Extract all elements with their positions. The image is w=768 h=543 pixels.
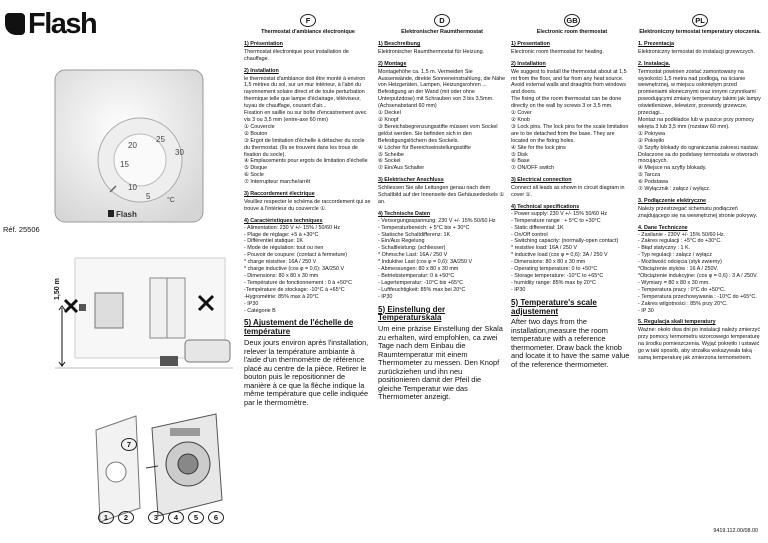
logo-mark-icon	[5, 13, 25, 35]
list-item: - Static differential: 1K	[511, 224, 564, 231]
section-body: Ważne: około dwa dni po instalacji należy zmierzyć przy pomocy termometru wzorcowego temperaturę na środku pomieszczenia. Wyjąć pokrętło i ustawić go w taki sposób, aby strzałka wskazywała taką samą temperaturę jak zmierzona termometrem.	[638, 327, 761, 361]
section-heading: 3) Electrical connection	[511, 177, 572, 184]
column-d	[378, 14, 506, 402]
section-body: Montagehöhe ca. 1,5 m. Vermeiden Sie Aussenwände, direkte Sonneneinstrahlung, die Nähe von Heizgeräten, Lampen, Heizungsrohren ... Befestigung an der Wand (mit oder ohne Unterputzdose) mit Schrauben von 3 bis 3,5mm. (Achsenabstand 60 mm)	[378, 68, 506, 110]
section-heading: 4) Caractéristiques techniques	[244, 217, 323, 224]
section-body: Należy przestrzegać schematu podłączeń znajdującego się na wewnętrznej stronie pokrywy.	[638, 205, 758, 219]
list-item: ⑥ Socle	[244, 172, 264, 179]
list-item: -Température de stockage: -10°C à +65°C	[244, 286, 345, 293]
callout-7: 7	[121, 438, 137, 451]
list-item: ⑥ Base	[511, 158, 530, 165]
section-heading: 3) Raccordement électrique	[244, 191, 315, 198]
section-body: Um eine präzise Einstellung der Skala zu erhalten, wird empfohlen, ca zwei Tage nach dem Einbau die Raumtemperatur mit einem Thermometer zu messen. Den Knopf zurückziehen und ihn neu positionieren damit der Pfeil die gleiche Temperatur wie das Thermometer anzeigt.	[378, 324, 503, 402]
column-title: Elektronischer Raumthermostat	[401, 29, 483, 35]
section-body: After two days from the installation,measure the room temperature with a reference thermometer. Draw back the knob and locate it to have the same value of the reference thermometer.	[511, 317, 630, 369]
document-code: 9419.112.00/08.00	[713, 528, 758, 534]
svg-text:15: 15	[120, 160, 129, 169]
list-item: - Wymiary = 80 x 80 x 30 mm.	[638, 279, 710, 286]
language-badge: PL	[692, 14, 708, 27]
list-item: - Temperatura przechowywania : -10°C do +65°C.	[638, 293, 757, 300]
list-item: ③ Lock pins. The lock pins for the scale limitation are to be detached from the base. They are located on the fixing holes.	[511, 123, 629, 144]
list-item: - Storage temperature: -10°C to +65°C	[511, 273, 604, 279]
list-item: * resistive load: 16A / 250 V	[511, 245, 577, 252]
list-item: - IP30	[244, 300, 259, 307]
list-item: *Obciążenie styków : 16 A / 250V.	[638, 266, 719, 273]
list-item: - Lagertemperatur: -10°C bis +65°C	[378, 279, 464, 286]
svg-text:20: 20	[128, 141, 137, 150]
list-item: ② Bouton	[244, 130, 268, 137]
list-item: - Możliwość odcięcia (styk zwierny)	[638, 259, 722, 266]
list-item: -Hygrométrie: 85% max à 20°C	[244, 293, 319, 300]
section-heading: 1) Presentation	[511, 40, 550, 47]
callout-2: 2	[118, 511, 134, 524]
list-item: ⑥ Podstawa	[638, 179, 669, 186]
list-item: ④ Miejsce na szyfty blokady.	[638, 165, 707, 172]
list-item: - Dimensions: 80 x 80 x 30 mm	[244, 273, 319, 279]
callout-4: 4	[168, 511, 184, 524]
list-item: - Plage de réglage: +5 à +30°C	[244, 231, 319, 238]
list-item: - Statische Schaltdifferenz: 1K	[378, 231, 451, 238]
section-heading: 5) Einstellung der Temperaturskala	[378, 304, 446, 323]
list-item: *Obciążenie indukcyjne: (cos φ = 0,6) : 3 A / 250V.	[638, 273, 758, 279]
exploded-view-illustration	[88, 408, 232, 528]
section-body: Elektroniczny termostat do instalacji grzewczych.	[638, 48, 755, 55]
list-item: ④ Löcher für Bereichseinstellungsstifte	[378, 144, 471, 151]
svg-text:10: 10	[128, 183, 137, 192]
list-item: - Alimentation: 230 V +/- 15% / 50/60 Hz	[244, 224, 341, 231]
list-item: * Induktive Last (cos φ = 0,6): 3A/250 V	[378, 259, 473, 266]
list-item: ② Knob	[511, 116, 530, 123]
list-item: * inductive load (cos φ = 0,6): 3A / 250 V	[511, 252, 608, 259]
section-heading: 2) Installation	[511, 60, 546, 67]
column-title: Elektroniczny termostat temperatury otoczenia.	[639, 29, 761, 35]
list-item: - Zakres wilgotności : 85% przy 20°C.	[638, 300, 728, 307]
callouts-left	[98, 511, 134, 524]
section-body: Deux jours environ après l'installation, relever la température ambiante à l'aide d'un thermomètre de référence placé au centre de la pièce. Retirer le bouton puis le repositionner de manière à ce que la flèche indique la même température que celle indiquée par le thermomètre.	[244, 338, 369, 407]
list-item: ⑤ Tarcza	[638, 172, 661, 179]
list-item: ⑤ Disque	[244, 165, 268, 172]
language-badge: F	[300, 14, 316, 27]
column-title: Electronic room thermostat	[536, 29, 608, 35]
section-heading: 5) Ajustement de l'échelle de température	[244, 318, 354, 337]
list-item: - Betriebstemperatur: 0 à +50°C	[378, 273, 455, 279]
flash-logo	[5, 8, 115, 40]
product-reference: Réf. 25506	[3, 225, 40, 234]
list-item: ② Knopf	[378, 116, 399, 123]
list-item: - Luftfeuchtigkeit: 85% max bei 20°C	[378, 286, 466, 293]
list-item: ③ Ergot de limitation d'échelle à détacher du socle du thermostat. (Ils se trouvent dans les trous de fixation du socle).	[244, 137, 365, 158]
list-item: ⑦ ON/OFF switch	[511, 165, 555, 172]
list-item: ① Couvercle	[244, 123, 275, 130]
section-body: Thermostat électronique pour installation de chauffage.	[244, 48, 349, 62]
section-body: Electronic room thermostat for heating.	[511, 48, 604, 55]
room-installation-illustration	[55, 248, 233, 390]
section-heading: 5. Regulacja skali temperatury	[638, 319, 716, 326]
column-gb	[511, 14, 633, 369]
list-item: - Power supply: 230 V +/- 15% 50/60 Hz	[511, 210, 608, 217]
list-item: ⑦ Ein/Aus Schalter	[378, 165, 425, 172]
language-badge: GB	[564, 14, 580, 27]
list-item: - Zakres regulacji : +5°C do +30°C.	[638, 238, 722, 245]
callout-5: 5	[188, 511, 204, 524]
list-item: ③ Szyfty blokady do ograniczania zakresu nastaw. Dolaczone sa do podstawy termostatu w otworach mocujących.	[638, 144, 759, 165]
list-item: * Ohmsche Last: 16A / 250 V	[378, 252, 448, 259]
list-item: ① Deckel	[378, 110, 401, 117]
list-item: - humidity range: 85% max by 20°C	[511, 279, 596, 286]
list-item: ⑦ Interrupteur marche/arrêt	[244, 179, 311, 186]
language-badge: D	[434, 14, 450, 27]
list-item: * charge inductive (cos φ = 0,6): 3A/250 V	[244, 266, 345, 273]
svg-text:5: 5	[146, 192, 151, 201]
column-pl	[638, 14, 762, 362]
list-item: ③ Bereichsbegrenzungsstifte müssen vom Sockel gelöst werden. Sie befinden sich in den Befestigungslöchern des Sockels.	[378, 123, 498, 144]
thermostat-front-illustration	[40, 60, 210, 230]
list-item: - Abmessungen: 80 x 80 x 30 mm	[378, 266, 459, 273]
list-item: ⑤ Scheibe	[378, 151, 404, 158]
list-item: - Mode de régulation: tout ou rien	[244, 245, 324, 252]
callouts-right	[148, 511, 224, 524]
list-item: ⑤ Disk	[511, 151, 528, 158]
list-item: - Versorgungsspannung: 230 V +/- 15% 50/60 Hz	[378, 217, 496, 224]
callout-6: 6	[208, 511, 224, 524]
list-item: - Dimensions: 80 x 80 x 30 mm	[511, 259, 586, 266]
column-f	[244, 14, 372, 407]
list-item: - Pouvoir de coupure: (contact à fermeture)	[244, 252, 348, 259]
list-item: - Temperature range : + 5°C to +30°C	[511, 217, 601, 224]
brand-name: Flash	[28, 7, 97, 40]
section-body: Elektronischer Raumthermostat für Heizung.	[378, 48, 485, 55]
callout-1: 1	[98, 511, 114, 524]
svg-text:25: 25	[156, 135, 165, 144]
callout-7-wrap	[121, 438, 137, 451]
column-title: Thermostat d'ambiance électronique	[261, 29, 355, 35]
section-heading: 5) Temperature's scale adjustement	[511, 297, 597, 316]
section-body: Schliessen Sie alle Leitungen genau nach dem Schaltbild auf der Innenseite des Gehäusedeckels ① an.	[378, 185, 505, 205]
list-item: ⑥ Sockel	[378, 158, 401, 165]
list-item: - Schaltleistung: (schliesser)	[378, 245, 446, 252]
svg-text:Flash: Flash	[116, 210, 137, 219]
section-heading: 2. Instalacja.	[638, 60, 671, 67]
section-heading: 1. Prezentacja	[638, 40, 674, 47]
list-item: - IP30	[511, 286, 526, 293]
list-item: ④ Emplacements pour ergots de limitation d'échelle	[244, 158, 368, 165]
list-item: ⑦ Wyłącznik : załącz / wyłącz.	[638, 186, 711, 193]
list-item: - IP 30	[638, 307, 654, 314]
list-item: - IP30	[378, 293, 393, 300]
list-item: - Catégorie B	[244, 307, 276, 314]
list-item: - Différentiel statique: 1K	[244, 238, 303, 245]
list-item: - On/Off control	[511, 231, 548, 238]
section-heading: 3) Elektrischer Anschluss	[378, 177, 444, 184]
list-item: ② Pokrętło	[638, 137, 665, 144]
section-heading: 1) Beschreibung	[378, 40, 421, 47]
list-item: ④ Site for the lock pins	[511, 144, 566, 151]
section-body: We suggest to install the thermostat about at 1,5 mt from the floor, and far from any heat source. Avoid external walls and draughts from windows and doors. The fixing of the room thermostat can be done directly on the wall by screws 3 or 3,5 mm.	[511, 68, 627, 110]
section-body: Veuillez respecter le schéma de raccordement qui se trouve à l'intérieur du couvercle ①.	[244, 198, 371, 212]
list-item: - Température de fonctionnement : 0 à +50°C	[244, 279, 352, 286]
list-item: - Typ regulacji : załącz / wyłącz	[638, 252, 712, 259]
section-heading: 4. Dane Techniczne	[638, 224, 688, 231]
list-item: - Zasilanie - 230V +/- 15% 50/60 Hz.	[638, 231, 726, 238]
mounting-height-label: 1,50 m	[54, 278, 61, 300]
section-heading: 4) Technische Daten	[378, 210, 431, 217]
list-item: ① Cover	[511, 110, 532, 117]
list-item: - Switching capacity: (normally-open contact)	[511, 238, 619, 245]
list-item: - Błąd statyczny : 1 K.	[638, 245, 691, 252]
list-item: - Temperatura pracy : 0°C do +50°C.	[638, 286, 726, 293]
section-heading: 3. Podłączenie elektryczne	[638, 197, 707, 204]
section-heading: 2) Installation	[244, 67, 279, 74]
list-item: ① Pokrywa	[638, 130, 666, 137]
section-body: le thermostat d'ambiance doit être monté à environ 1,5 mètres du sol, sur un mur intérieur, à l'abri du rayonnement solaire direct et de toute perturbation thermique telle que lampe d'éclairage, téléviseur, tuyau de chauffage, courant d'air... Fixation en saillie ou sur boîte d'encastrement avec vis 3 ou 3,5 mm (entre-axe 60 mm)	[244, 75, 367, 123]
svg-text:°C: °C	[167, 197, 175, 204]
svg-text:30: 30	[175, 148, 184, 157]
section-heading: 2) Montage	[378, 60, 407, 67]
list-item: - Temperaturbereich: + 5°C bis + 30°C	[378, 224, 470, 231]
list-item: * charge résistive: 16A / 250 V	[244, 259, 317, 266]
list-item: - Ein/Aus Regelung	[378, 238, 425, 245]
section-heading: 1) Présentation	[244, 40, 283, 47]
section-body: Termostat powinien zostać zamontowany na wysokości 1,5 metra nad podłogą, na ścianie wewnętrznej, w miejscu osłoniętym przed promieniami słonecznymi oraz innymi czynnikami powodującymi zmiany temperatury takimi jak lampy oświetleniowe, telewizor, przewody grzewcze, przeciągi... Montaż na podkładce lub w puszce przy pomocy wkręta 3 lub 3,5 mm (rozstaw 60 mm).	[638, 68, 761, 130]
callout-3: 3	[148, 511, 164, 524]
section-body: Connect all leads as shown in circuit diagram in cover ①.	[511, 185, 625, 199]
list-item: - Operating temperature: 0 to +50°C	[511, 266, 598, 273]
section-heading: 4) Technical specifications	[511, 203, 580, 210]
